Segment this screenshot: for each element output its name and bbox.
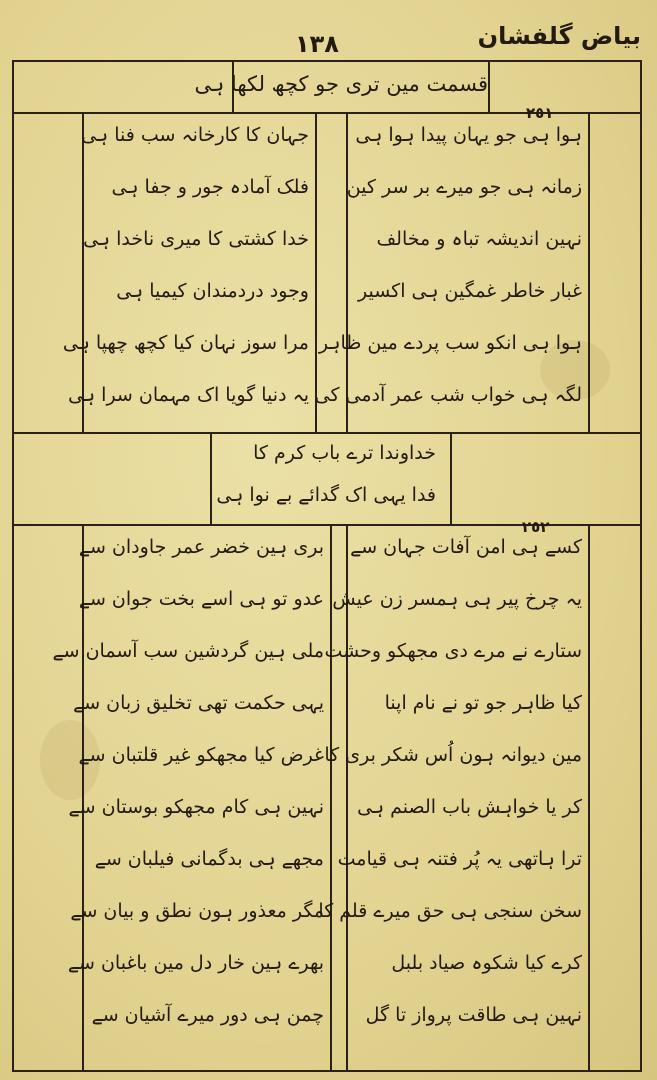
verse-line: وجود دردمندان کیمیا ہی [116,280,309,302]
verse-line: لگہ ہی خواب شب عمر آدمی کی [314,384,582,406]
verse-line: مگر معذور ہون نطق و بیان سے [70,900,324,922]
interlude-line: خداوندا ترے باب کرم کا [253,442,436,464]
frame-bottom-line [12,1070,642,1072]
verse-line: کیا ظاہر جو تو نے نام اپنا [384,692,582,714]
verse-line: بھرے ہین خار دل مین باغبان سے [67,952,324,974]
verse-line: ستارے نے مرے دی مجھکو وحشت [324,640,582,662]
verse-line: کر یا خواہش باب الصنم ہی [357,796,582,818]
verse-line: ملی ہین گردشین سب آسمان سے [52,640,324,662]
verse-line: ترا ہاتھی یہ پُر فتنہ ہی قیامت [337,848,582,870]
section1-left-column [62,118,315,430]
verse-line: کسے ہی امن آفات جہان سے [350,536,582,558]
verse-line: ہوا ہی جو یہان پیدا ہوا ہی [355,124,582,146]
section2-right-col-right-line [588,524,590,1070]
section1-title: قسمت مین تری جو کچھ لکھا ہی [194,72,488,96]
section1-right-column [314,118,588,430]
verse-line: یہ چرخ پیر ہی ہمسر زن عیش [332,588,582,610]
verse-line: سخن سنجی ہی حق میرے قلم کا [318,900,582,922]
frame-left-line [12,60,14,1072]
verse-line: یہ دنیا گویا اک مہمان سرا ہی [68,384,309,406]
verse-number: ٢٥٢ [522,518,550,536]
section1-right-col-right-line [588,112,590,432]
interlude-box [210,432,450,524]
verse-line: جہان کا کارخانہ سب فنا ہی [81,124,309,146]
section2-left-column [52,530,330,1070]
verse-line: نہین اندیشہ تباہ و مخالف [376,228,582,250]
page-header-title: بیاض گلفشان [477,22,641,50]
verse-number: ٢٥١ [526,104,554,122]
verse-line: مین دیوانہ ہون اُس شکر بری کا [324,744,582,766]
interlude-right-line [450,432,452,524]
verse-line: چمن ہی دور میرے آشیان سے [91,1004,324,1026]
verse-line: بری ہین خضر عمر جاودان سے [78,536,324,558]
title-box-right-line [488,60,490,112]
verse-line: خدا کشتی کا میری ناخدا ہی [83,228,309,250]
section1-title-box [194,62,488,112]
verse-line: مرا سوز نہان کیا کچھ چھپا ہی [62,332,309,354]
verse-line: کرے کیا شکوہ صیاد بلبل [391,952,582,974]
verse-line: مجھے ہی بدگمانی فیلبان سے [94,848,324,870]
section2-right-column [318,530,588,1070]
verse-line: نہین ہی طاقت پرواز تا گل [365,1004,582,1026]
page-number: ١٣٨ [295,30,339,58]
interlude-line: فدا یہی اک گدائے بے نوا ہی [216,484,436,506]
verse-line: یہی حکمت تھی تخلیق زبان سے [73,692,324,714]
verse-line: ہوا ہی انکو سب پردے مین ظاہر [318,332,582,354]
verse-line: غرض کیا مجھکو غیر قلتبان سے [78,744,324,766]
verse-line: فلک آمادہ جور و جفا ہی [111,176,309,198]
verse-line: نہین ہی کام مجھکو بوستان سے [68,796,324,818]
verse-line: غبار خاطر غمگین ہی اکسیر [357,280,582,302]
verse-line: عدو تو ہی اسے بخت جوان سے [78,588,324,610]
verse-line: زمانہ ہی جو میرے بر سر کین [346,176,582,198]
frame-right-line [640,60,642,1072]
